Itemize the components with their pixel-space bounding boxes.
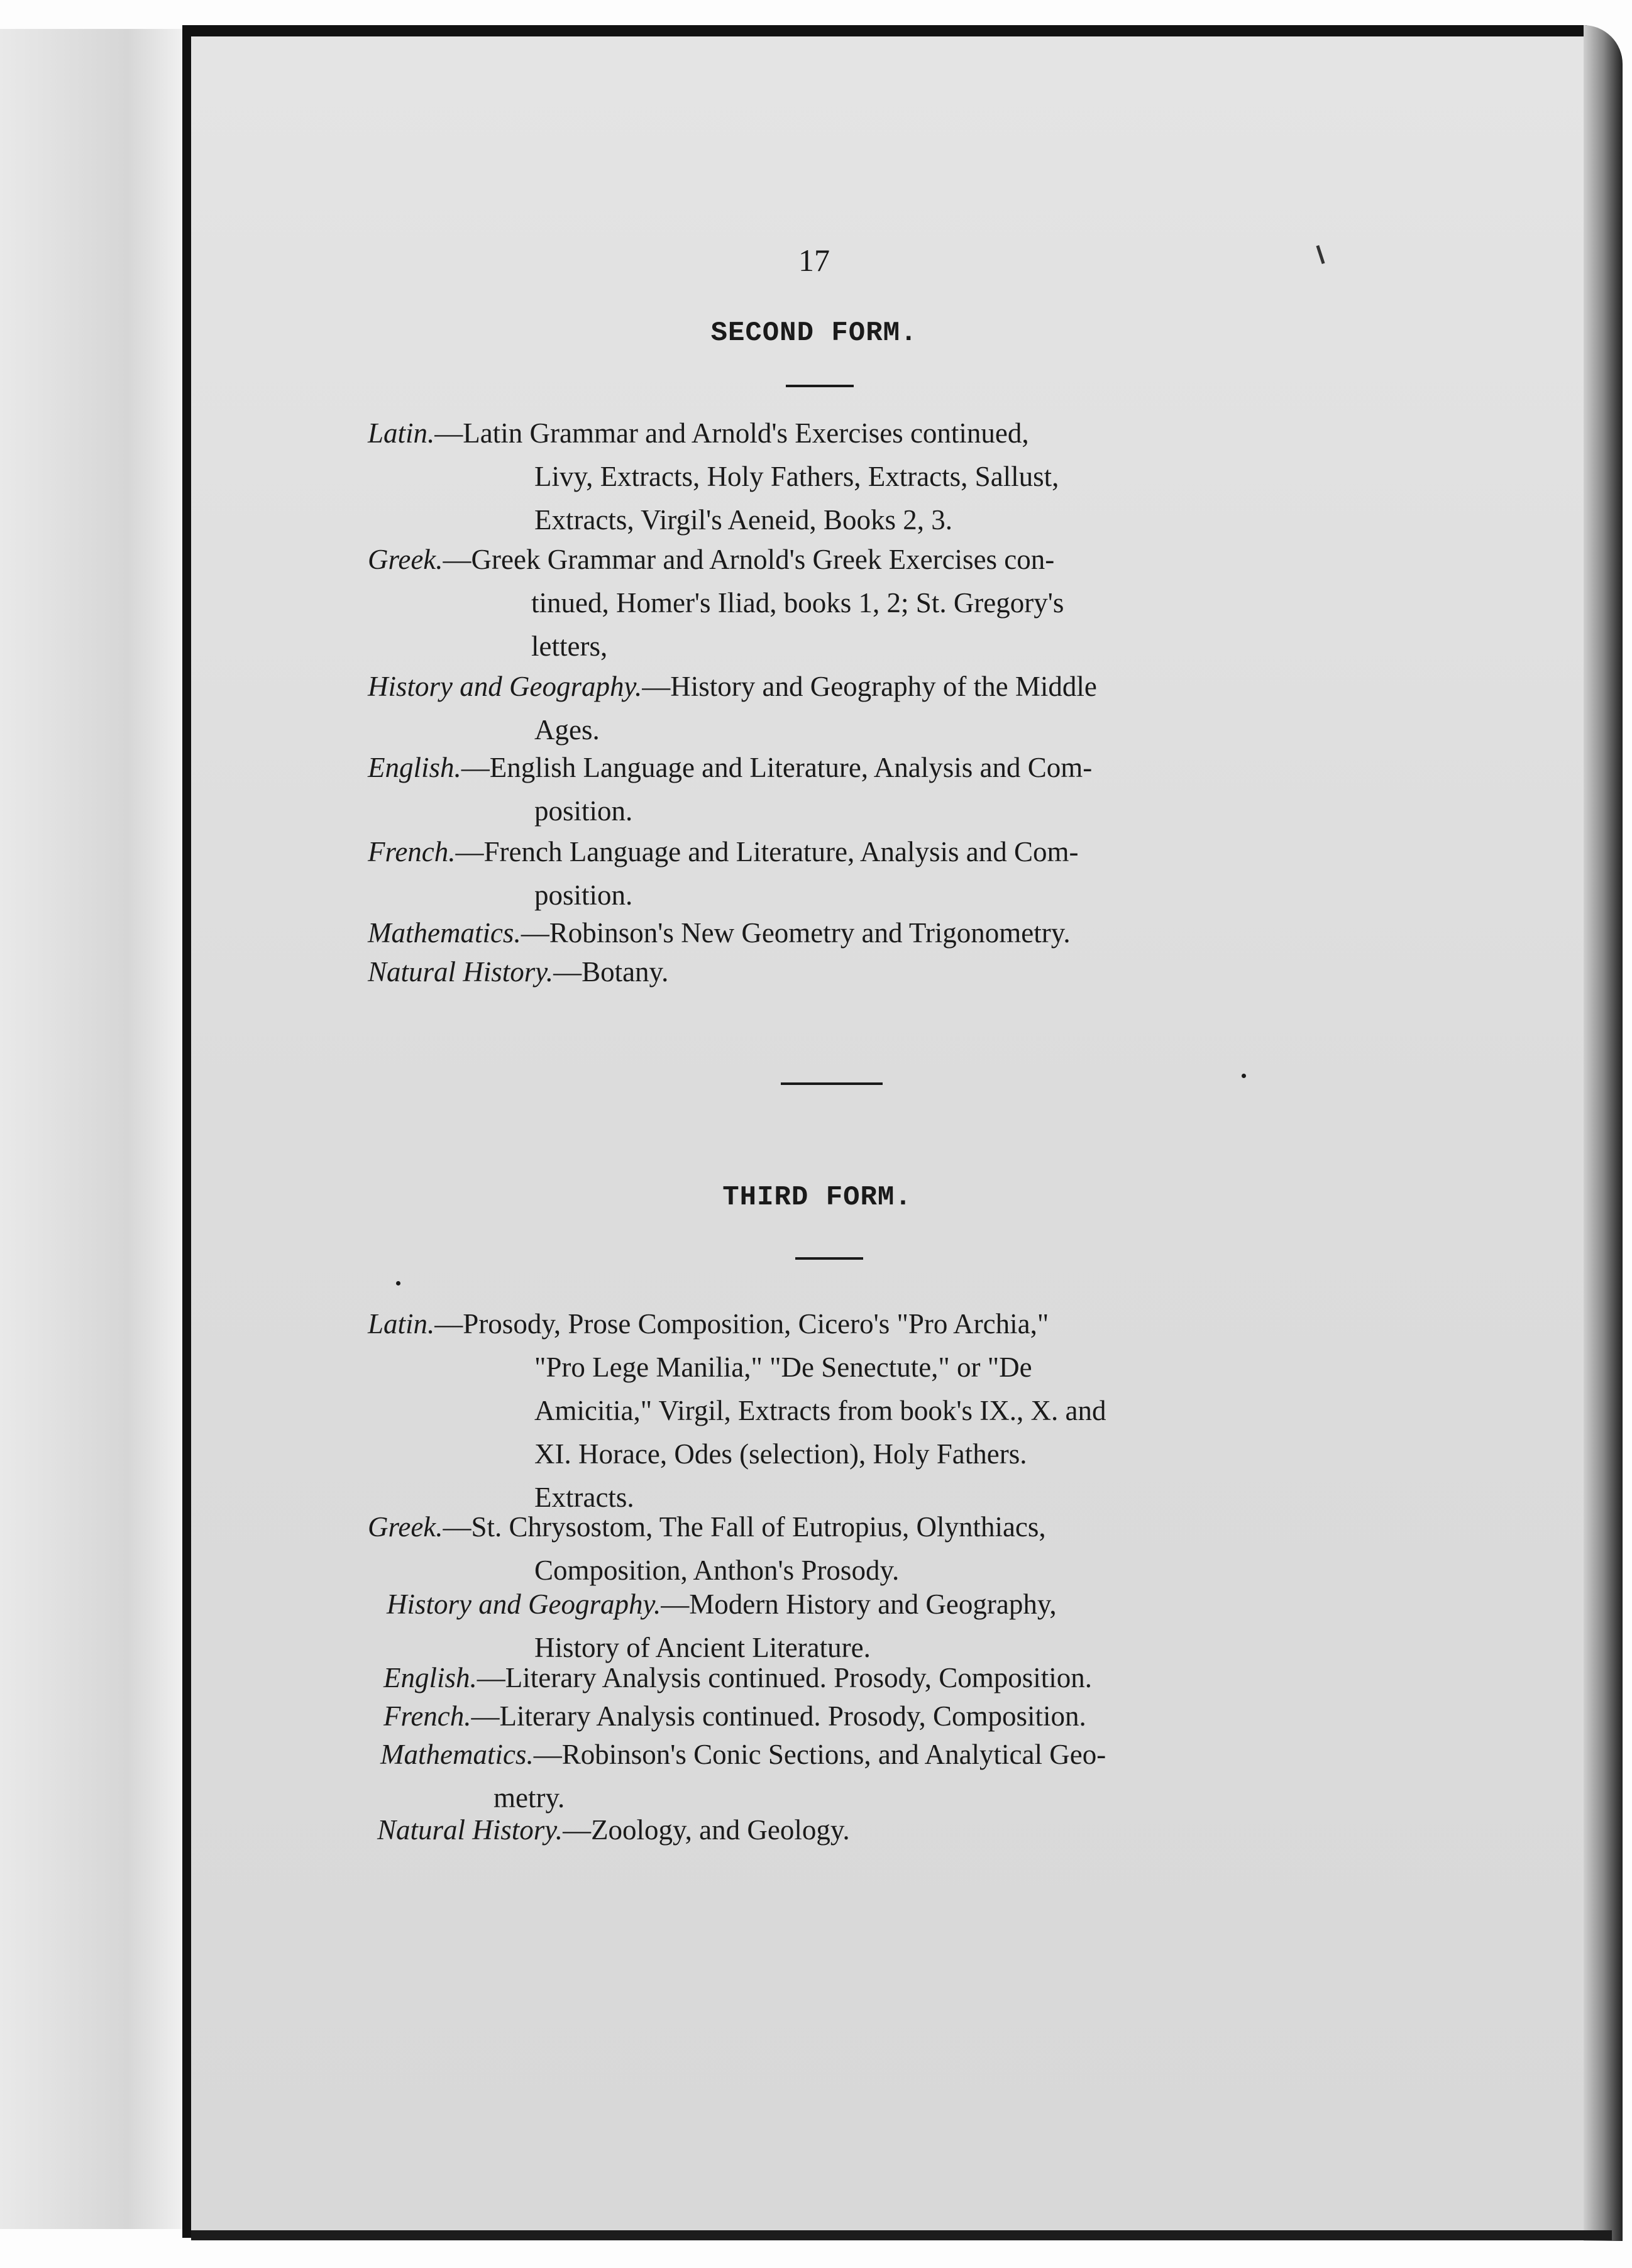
entry-text: —Latin Grammar and Arnold's Exercises continued, xyxy=(434,417,1029,449)
entry-text: metry. xyxy=(493,1782,565,1814)
entry-text: History of Ancient Literature. xyxy=(534,1632,871,1663)
subject-label: English. xyxy=(368,752,461,783)
entry-text: —Robinson's New Geometry and Trigonometry. xyxy=(521,917,1071,949)
entry-text: letters, xyxy=(531,630,608,662)
previous-page-edge xyxy=(0,29,182,2229)
second-form-greek xyxy=(368,538,1292,668)
entry-text: —Zoology, and Geology. xyxy=(563,1814,850,1846)
subject-label: Mathematics. xyxy=(380,1739,534,1770)
subject-label: History and Geography. xyxy=(387,1588,661,1620)
entry-text: —French Language and Literature, Analysis and Com- xyxy=(455,836,1079,867)
third-form-english xyxy=(383,1656,1308,1700)
entry-text: —Botany. xyxy=(553,956,669,988)
third-form-greek xyxy=(368,1506,1292,1592)
heading-rule xyxy=(795,1257,863,1260)
second-form-history-geography xyxy=(368,665,1292,752)
entry-text: —Prosody, Prose Composition, Cicero's "Pro Archia," xyxy=(434,1308,1049,1340)
third-form-heading: THIRD FORM. xyxy=(722,1182,912,1213)
heading-rule xyxy=(786,385,854,387)
entry-text: tinued, Homer's Iliad, books 1, 2; St. Gregory's xyxy=(531,587,1064,619)
third-form-natural-history xyxy=(377,1808,1301,1852)
subject-label: Natural History. xyxy=(368,956,554,988)
third-form-french xyxy=(383,1695,1308,1738)
third-form-mathematics xyxy=(380,1733,1304,1820)
subject-label: French. xyxy=(368,836,456,867)
second-form-natural-history xyxy=(368,950,1292,994)
entry-text: Livy, Extracts, Holy Fathers, Extracts, Sallust, xyxy=(534,461,1059,492)
subject-label: Latin. xyxy=(368,417,435,449)
section-divider xyxy=(781,1082,883,1085)
entry-text: —Robinson's Conic Sections, and Analytical Geo- xyxy=(533,1739,1106,1770)
second-form-heading: SECOND FORM. xyxy=(710,317,918,349)
entry-text: —English Language and Literature, Analysis and Com- xyxy=(461,752,1093,783)
subject-label: Latin. xyxy=(368,1308,435,1340)
page-sheet xyxy=(191,36,1584,2230)
subject-label: Greek. xyxy=(368,544,443,575)
entry-text: —Greek Grammar and Arnold's Greek Exercises con- xyxy=(443,544,1055,575)
entry-text: "Pro Lege Manilia," "De Senectute," or "De xyxy=(534,1351,1032,1383)
second-form-french xyxy=(368,830,1292,917)
subject-label: Natural History. xyxy=(377,1814,563,1846)
entry-text: —Literary Analysis continued. Prosody, Composition. xyxy=(477,1662,1093,1693)
page-top-edge xyxy=(191,25,1587,36)
subject-label: History and Geography. xyxy=(368,671,642,702)
page-right-edge xyxy=(1584,25,1623,2241)
subject-label: English. xyxy=(383,1662,477,1693)
book-binding xyxy=(182,25,191,2238)
entry-text: Composition, Anthon's Prosody. xyxy=(534,1555,900,1586)
entry-text: position. xyxy=(534,879,633,911)
second-form-latin xyxy=(368,412,1292,542)
entry-text: Extracts. xyxy=(534,1482,634,1513)
ink-speck xyxy=(396,1281,400,1285)
entry-text: Amicitia," Virgil, Extracts from book's IX., X. and xyxy=(534,1395,1106,1426)
entry-text: Extracts, Virgil's Aeneid, Books 2, 3. xyxy=(534,504,952,536)
entry-text: —St. Chrysostom, The Fall of Eutropius, Olynthiacs, xyxy=(443,1511,1046,1543)
page-number: 17 xyxy=(798,243,830,278)
page-bottom-edge xyxy=(191,2230,1612,2240)
entry-text: XI. Horace, Odes (selection), Holy Fathers. xyxy=(534,1438,1027,1470)
ink-speck xyxy=(1242,1074,1246,1078)
entry-text: —Modern History and Geography, xyxy=(661,1588,1057,1620)
second-form-english xyxy=(368,746,1292,833)
subject-label: French. xyxy=(383,1700,471,1732)
entry-text: position. xyxy=(534,795,633,827)
entry-text: Ages. xyxy=(534,714,600,746)
second-form-mathematics xyxy=(368,911,1292,955)
subject-label: Greek. xyxy=(368,1511,443,1543)
third-form-latin xyxy=(368,1302,1292,1519)
entry-text: —History and Geography of the Middle xyxy=(642,671,1097,702)
entry-text: —Literary Analysis continued. Prosody, Composition. xyxy=(471,1700,1086,1732)
subject-label: Mathematics. xyxy=(368,917,521,949)
